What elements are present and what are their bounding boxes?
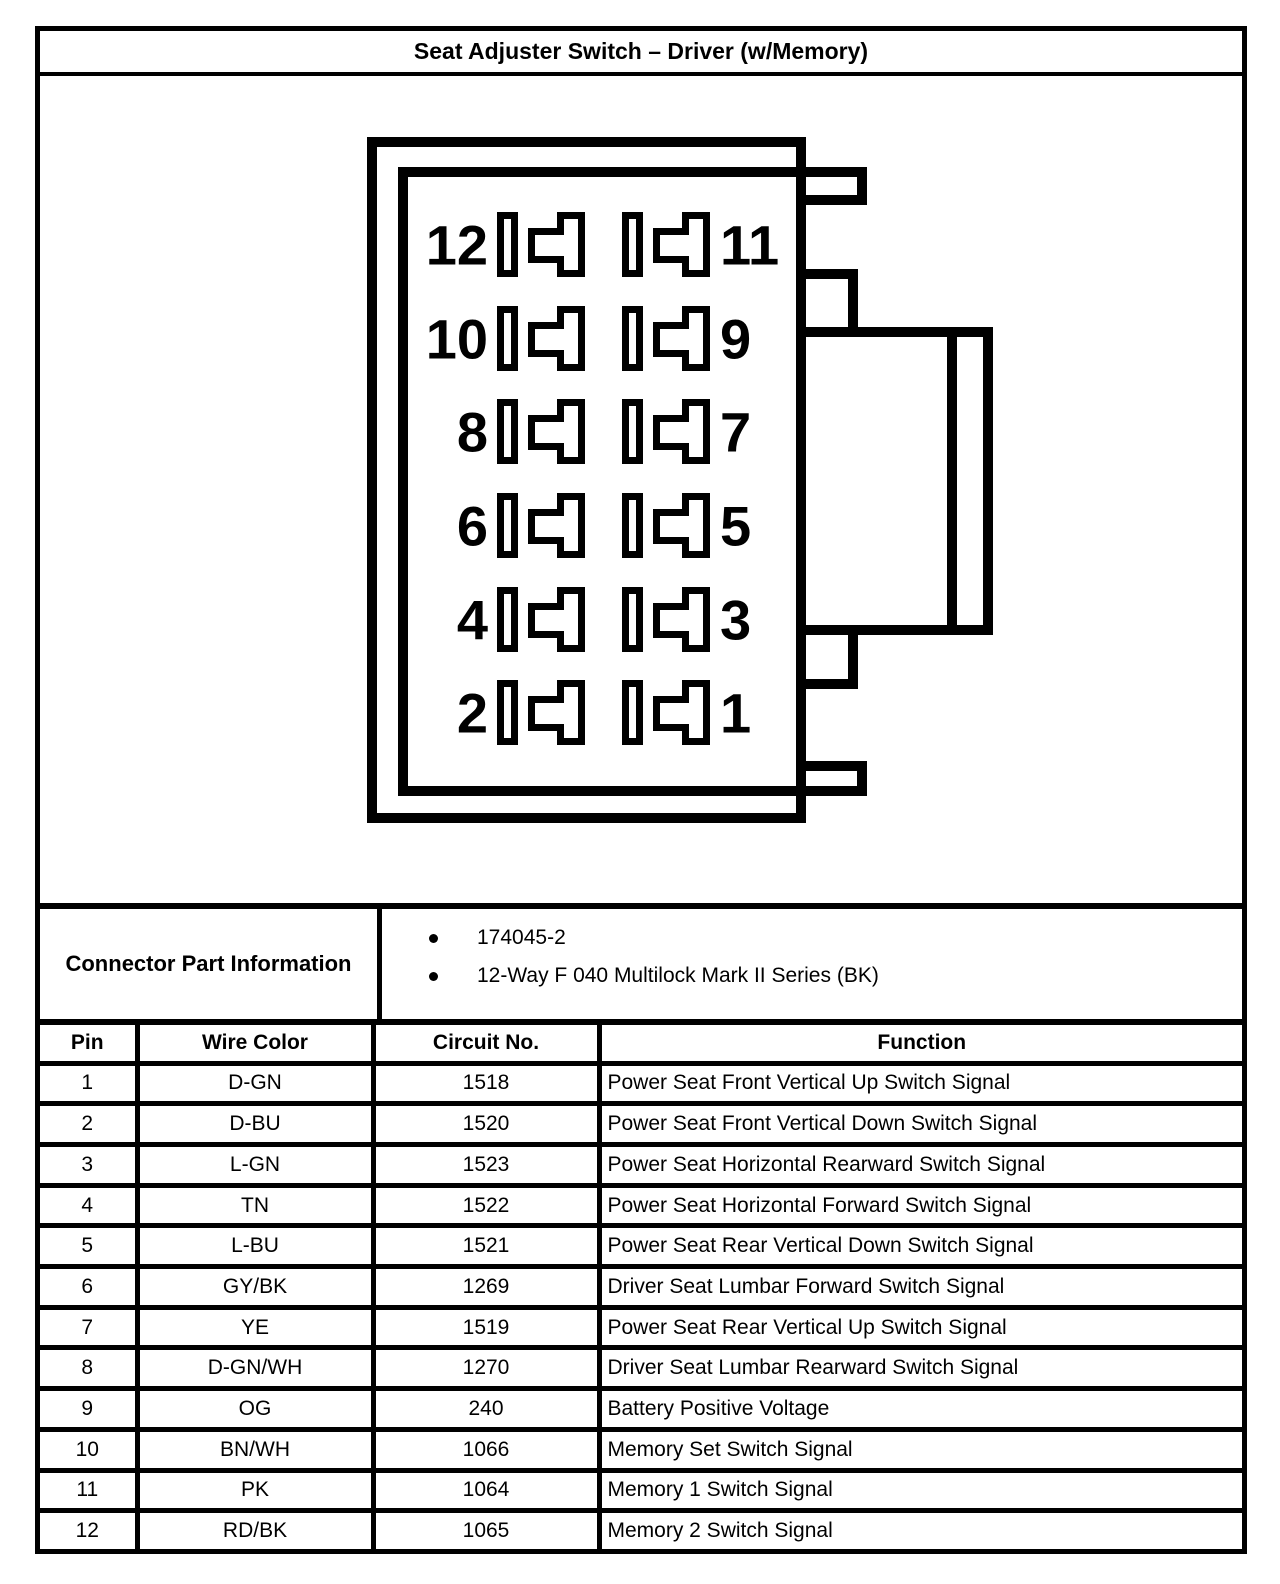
- pin-number-12: 12: [425, 213, 488, 277]
- cell-function: Power Seat Front Vertical Down Switch Signal: [599, 1104, 1242, 1145]
- table-row: [40, 1348, 1242, 1389]
- cell-function: Memory 1 Switch Signal: [599, 1470, 1242, 1511]
- table-header-row: [40, 1025, 1242, 1063]
- header-function: Function: [599, 1025, 1242, 1063]
- cell-pin: 3: [40, 1145, 137, 1186]
- part-info-item: [382, 957, 1242, 995]
- cell-circuit: 1269: [373, 1267, 599, 1308]
- cell-function: Power Seat Horizontal Rearward Switch Signal: [599, 1145, 1242, 1186]
- cell-function: Memory Set Switch Signal: [599, 1429, 1242, 1470]
- cell-wire: TN: [137, 1185, 373, 1226]
- pinout-table: [40, 1025, 1242, 1549]
- table-row: [40, 1063, 1242, 1104]
- cell-circuit: 240: [373, 1389, 599, 1430]
- connector-latch: [801, 332, 988, 630]
- connector-bottom-tab: [801, 766, 862, 791]
- pin-number-1: 1: [720, 681, 752, 745]
- pin-number-7: 7: [720, 400, 752, 464]
- header-wire: Wire Color: [137, 1025, 373, 1063]
- cell-circuit: 1270: [373, 1348, 599, 1389]
- table-row: [40, 1511, 1242, 1549]
- connector-upper-notch: [801, 274, 853, 332]
- pin-number-11: 11: [720, 213, 780, 277]
- part-info-label: Connector Part Information: [40, 909, 382, 1019]
- table-row: [40, 1470, 1242, 1511]
- cell-wire: D-GN/WH: [137, 1348, 373, 1389]
- cell-wire: GY/BK: [137, 1267, 373, 1308]
- cell-function: Power Seat Rear Vertical Up Switch Signal: [599, 1307, 1242, 1348]
- bullet-icon: [429, 934, 438, 943]
- bullet-icon: [429, 972, 438, 981]
- connector-part-info-row: [40, 909, 1242, 1025]
- pin-number-10: 10: [425, 307, 488, 371]
- cell-pin: 8: [40, 1348, 137, 1389]
- cell-circuit: 1523: [373, 1145, 599, 1186]
- cell-wire: YE: [137, 1307, 373, 1348]
- cell-function: Power Seat Front Vertical Up Switch Signal: [599, 1063, 1242, 1104]
- cell-pin: 9: [40, 1389, 137, 1430]
- cell-wire: L-GN: [137, 1145, 373, 1186]
- cell-circuit: 1065: [373, 1511, 599, 1549]
- header-pin: Pin: [40, 1025, 137, 1063]
- cell-pin: 1: [40, 1063, 137, 1104]
- cell-function: Driver Seat Lumbar Forward Switch Signal: [599, 1267, 1242, 1308]
- header-circuit: Circuit No.: [373, 1025, 599, 1063]
- part-info-item: [382, 919, 1242, 957]
- pin-number-9: 9: [720, 307, 752, 371]
- cell-function: Battery Positive Voltage: [599, 1389, 1242, 1430]
- cell-circuit: 1521: [373, 1226, 599, 1267]
- table-row: [40, 1145, 1242, 1186]
- table-row: [40, 1307, 1242, 1348]
- cell-pin: 10: [40, 1429, 137, 1470]
- cell-wire: OG: [137, 1389, 373, 1430]
- table-row: [40, 1104, 1242, 1145]
- cell-wire: PK: [137, 1470, 373, 1511]
- cell-circuit: 1519: [373, 1307, 599, 1348]
- pin-number-8: 8: [456, 400, 488, 464]
- connector-lower-notch: [801, 630, 853, 684]
- cell-pin: 7: [40, 1307, 137, 1348]
- cell-wire: BN/WH: [137, 1429, 373, 1470]
- pin-number-5: 5: [720, 494, 752, 558]
- cell-circuit: 1064: [373, 1470, 599, 1511]
- table-row: [40, 1267, 1242, 1308]
- page-title: Seat Adjuster Switch – Driver (w/Memory): [40, 31, 1242, 76]
- cell-function: Power Seat Rear Vertical Down Switch Signal: [599, 1226, 1242, 1267]
- connector-top-tab: [801, 172, 862, 200]
- pin-number-4: 4: [456, 588, 488, 652]
- cell-pin: 6: [40, 1267, 137, 1308]
- connector-figure-area: [40, 76, 1242, 909]
- cell-pin: 5: [40, 1226, 137, 1267]
- cell-function: Driver Seat Lumbar Rearward Switch Signal: [599, 1348, 1242, 1389]
- cell-pin: 12: [40, 1511, 137, 1549]
- table-row: [40, 1226, 1242, 1267]
- cell-circuit: 1518: [373, 1063, 599, 1104]
- cell-function: Power Seat Horizontal Forward Switch Signal: [599, 1185, 1242, 1226]
- cell-wire: D-BU: [137, 1104, 373, 1145]
- cell-circuit: 1520: [373, 1104, 599, 1145]
- part-number: 174045-2: [477, 926, 566, 949]
- pin-number-3: 3: [720, 588, 752, 652]
- cell-circuit: 1066: [373, 1429, 599, 1470]
- cell-circuit: 1522: [373, 1185, 599, 1226]
- table-row: [40, 1389, 1242, 1430]
- cell-pin: 11: [40, 1470, 137, 1511]
- page-frame: [35, 26, 1247, 1554]
- part-info-list: [382, 909, 1242, 1019]
- table-row: [40, 1185, 1242, 1226]
- part-series: 12-Way F 040 Multilock Mark II Series (BK): [477, 964, 879, 987]
- cell-wire: RD/BK: [137, 1511, 373, 1549]
- cell-pin: 4: [40, 1185, 137, 1226]
- table-row: [40, 1429, 1242, 1470]
- pin-number-6: 6: [456, 494, 488, 558]
- pin-number-2: 2: [456, 681, 488, 745]
- cell-pin: 2: [40, 1104, 137, 1145]
- cell-function: Memory 2 Switch Signal: [599, 1511, 1242, 1549]
- cell-wire: D-GN: [137, 1063, 373, 1104]
- cell-wire: L-BU: [137, 1226, 373, 1267]
- connector-diagram: [360, 128, 1008, 832]
